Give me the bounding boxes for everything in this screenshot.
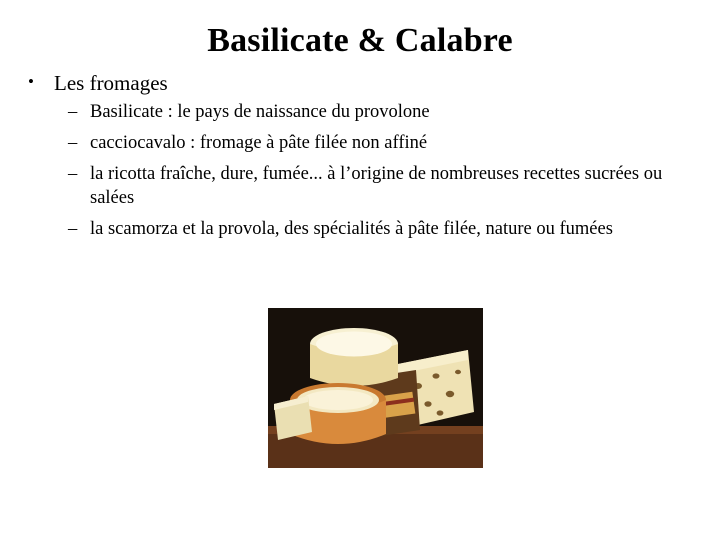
bullet-marker: – — [68, 102, 78, 123]
page-title: Basilicate & Calabre — [207, 22, 513, 59]
slide-body — [28, 70, 696, 248]
list-item — [68, 100, 696, 124]
bullet-marker: – — [68, 133, 78, 154]
bullet-marker: • — [28, 72, 34, 91]
bullet-marker: – — [68, 164, 78, 185]
list-item-label: Les fromages — [54, 71, 168, 95]
list-item — [68, 217, 696, 241]
list-item-label: Basilicate : le pays de naissance du provolone — [90, 102, 430, 123]
cheese-photo — [268, 308, 483, 468]
cheese-photo-graphic — [268, 308, 483, 468]
list-item — [68, 162, 696, 210]
list-item-label: cacciocavalo : fromage à pâte filée non affiné — [90, 133, 428, 154]
bullet-marker: – — [68, 219, 78, 240]
list-item-label: la scamorza et la provola, des spécialités à pâte filée, nature ou fumées — [90, 219, 613, 240]
list-item — [68, 131, 696, 155]
list-item-label: la ricotta fraîche, dure, fumée... à l’origine de nombreuses recettes sucrées ou salées — [90, 164, 663, 209]
list-item — [28, 70, 696, 96]
